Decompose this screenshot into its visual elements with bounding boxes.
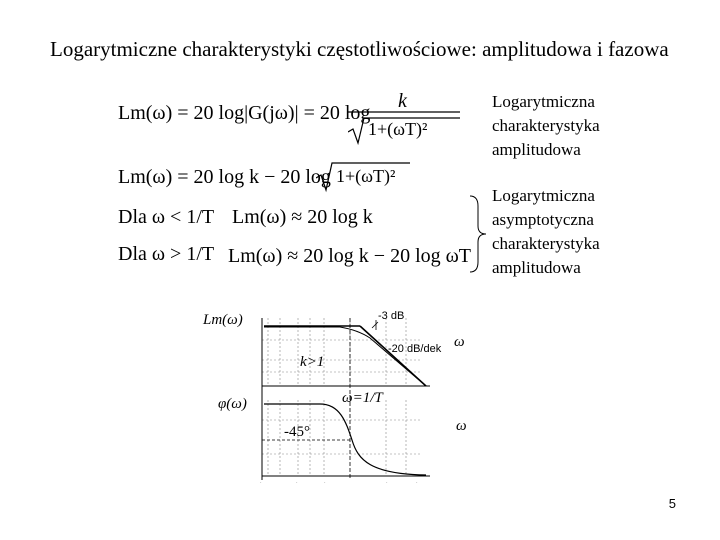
formula-1-left: Lm(ω) = 20 log|G(jω)| = 20 log: [118, 102, 371, 124]
side-label-line: Logarytmiczna: [492, 186, 595, 205]
label-asymptotic-characteristic: [492, 184, 600, 280]
side-label-line: charakterystyka: [492, 116, 600, 135]
corner-freq-label: ω=1/T: [342, 390, 383, 406]
amplitude-curve: [264, 327, 426, 386]
formula-lm-definition: [118, 92, 478, 148]
svg-text:·: ·: [296, 481, 298, 486]
svg-text:·: ·: [416, 481, 418, 486]
formula-2-left: Lm(ω) = 20 log k − 20 log: [118, 166, 331, 188]
approx-low-freq: Lm(ω) ≈ 20 log k: [232, 206, 373, 228]
formula-lm-expanded: [118, 160, 408, 194]
svg-text:·: ·: [386, 481, 388, 486]
side-label-line: charakterystyka: [492, 234, 600, 253]
side-label-line: amplitudowa: [492, 140, 581, 159]
page-number: 5: [668, 496, 676, 511]
svg-text:·: ·: [260, 481, 262, 486]
approx-high-freq: Lm(ω) ≈ 20 log k − 20 log ωT: [228, 245, 472, 267]
formula-1-numerator: k: [398, 90, 407, 112]
side-label-line: asymptotyczna: [492, 210, 594, 229]
slope-label: -20 dB/dek: [388, 343, 442, 355]
side-label-line: amplitudowa: [492, 258, 581, 277]
side-label-line: Logarytmiczna: [492, 92, 595, 111]
page-title: Logarytmiczne charakterystyki częstotliwościowe: amplitudowa i fazowa: [50, 37, 669, 61]
y-label-phase: φ(ω): [218, 396, 247, 412]
formula-1-denominator: 1+(ωT)²: [368, 119, 428, 139]
svg-text:·: ·: [324, 481, 326, 486]
label-amplitude-characteristic: [492, 90, 600, 162]
tick-labels: [260, 481, 418, 486]
minus3db-label: -3 dB: [378, 310, 405, 322]
omega-label-top: ω: [454, 334, 465, 350]
omega-label-bottom: ω: [456, 418, 467, 434]
brace-icon: [466, 194, 490, 274]
y-label-lm: Lm(ω): [203, 312, 243, 328]
condition-low-freq: Dla ω < 1/T: [118, 206, 215, 228]
k-gt-1-label: k>1: [300, 354, 325, 370]
condition-high-freq: Dla ω > 1/T: [118, 243, 215, 265]
formula-2-radicand: 1+(ωT)²: [336, 166, 396, 186]
minus45-label: -45°: [284, 424, 310, 440]
